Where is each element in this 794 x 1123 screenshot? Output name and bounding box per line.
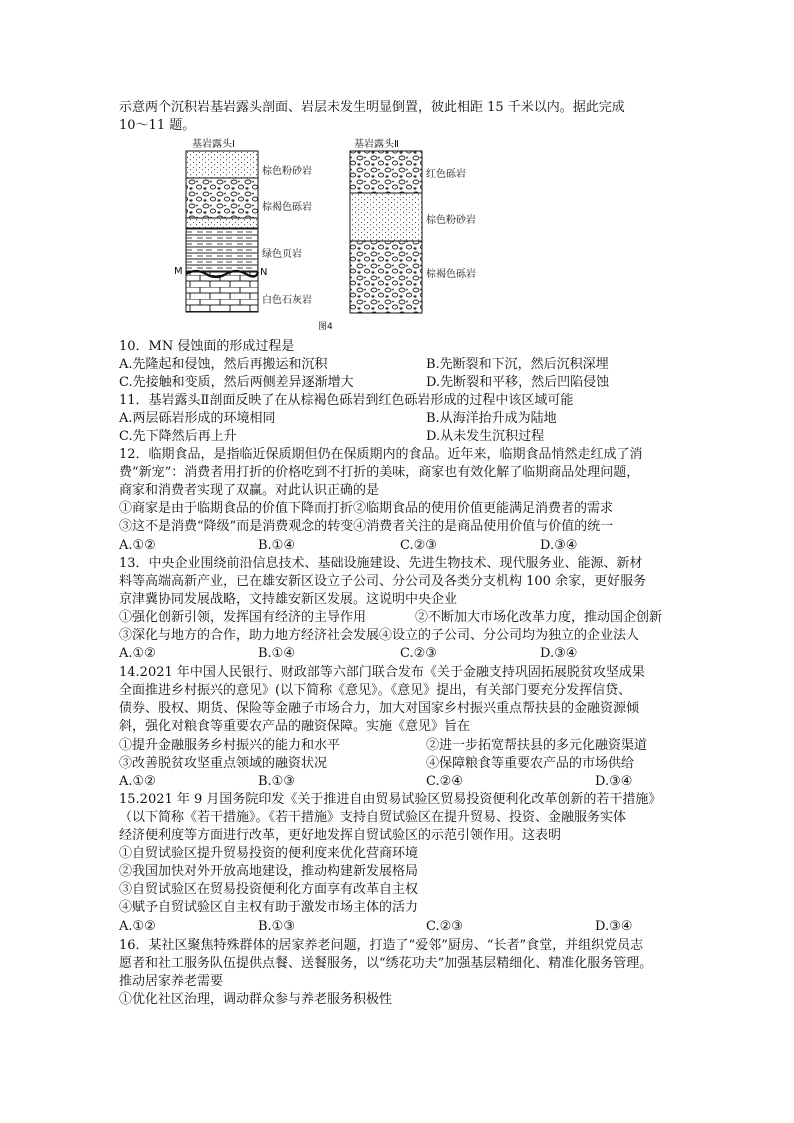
q15-line-3: 经济便利度等方面进行改革，更好地发挥自贸试验区的示范引领作用。这表明 <box>119 828 562 843</box>
q13-option-a: A.①② <box>119 646 156 661</box>
column-2 <box>350 151 422 313</box>
intro-line-2: 10～11 题。 <box>119 118 196 133</box>
col1-label-3: 绿色页岩 <box>262 249 302 260</box>
q14-option-a: A.①② <box>119 774 156 789</box>
q15-line-2: （以下简称《若干措施》。《若干措施》支持自贸试验区在提升贸易、投资、金融服务实体 <box>119 810 627 825</box>
q14-item-2: ②进一步拓宽帮扶县的多元化融资渠道 <box>426 738 648 753</box>
q14-item-1: ①提升金融服务乡村振兴的能力和水平 <box>119 738 341 753</box>
q15-option-c: C.②③ <box>426 919 463 934</box>
q14-line-2: 全面推进乡村振兴的意见》(以下简称《意见》。《意见》提出，有关部门要充分发挥信贷、 <box>119 683 632 698</box>
intro-line-1: 示意两个沉积岩基岩露头剖面、岩层未发生明显倒置，彼此相距 15 千米以内。据此完成 <box>119 100 625 115</box>
q13-line-2: 料等高端高新产业，已在雄安新区设立子公司、分公司及各类分支机构 100 余家，更好服务 <box>119 574 647 589</box>
col1-limestone <box>186 272 258 312</box>
q16-line-2: 愿者和社工服务队伍提供点餐、送餐服务，以“绣花功夫”加强基层精细化、精准化服务管理。 <box>119 956 653 971</box>
q13-option-d: D.③④ <box>540 646 578 661</box>
col1-siltstone <box>186 151 258 178</box>
col1-label-1: 棕色粉砂岩 <box>262 166 312 177</box>
q11-option-c: C.先下降然后再上升 <box>119 429 237 444</box>
q13-option-b: B.①④ <box>258 646 295 661</box>
q15-line-1: 15.2021 年 9 月国务院印发《关于推进自由贸易试验区贸易投资便利化改革创新的若干措施》 <box>119 792 662 807</box>
col2-red-conglomerate <box>350 151 422 193</box>
marker-n: N <box>260 267 268 278</box>
q15-option-b: B.①③ <box>258 919 295 934</box>
col2-title: 基岩露头Ⅱ <box>354 139 399 150</box>
q12-option-b: B.①④ <box>258 538 295 553</box>
col1-label-4: 白色石灰岩 <box>262 295 312 306</box>
q13-item-2: ②不断加大市场化改革力度，推动国企创新 <box>415 610 663 625</box>
q15-item-1: ①自贸试验区提升贸易投资的便利度来优化营商环境 <box>119 846 419 861</box>
q16-line-3: 推动居家养老需要 <box>119 974 224 989</box>
col2-siltstone <box>350 193 422 241</box>
q14-line-4: 斜，强化对粮食等重要农产品的融资保障。实施《意见》旨在 <box>119 719 471 734</box>
col1-shale <box>186 228 258 272</box>
col1-label-2: 棕褐色砾岩 <box>262 202 312 213</box>
figure-caption: 图4 <box>318 322 333 332</box>
q13-line-3: 京津冀协同发展战略，文持雄安新区发展。这说明中央企业 <box>119 592 458 607</box>
q12-items-1-2: ①商家是由于临期食品的价值下降而打折②临期食品的使用价值更能满足消费者的需求 <box>119 501 614 516</box>
q12-line-2: 费“新宠”：消费者用打折的价格吃到不打折的美味，商家也有效化解了临期商品处理问题， <box>119 465 640 480</box>
q16-line-1: 16．某社区聚焦特殊群体的居家养老问题，打造了“爱邻”厨房、“长者”食堂，并组织党员志 <box>119 938 644 953</box>
q13-line-1: 13．中央企业围绕前沿信息技术、基础设施建设、先进生物技术、现代服务业、能源、新材 <box>119 556 643 571</box>
q11-option-a: A.两层砾岩形成的环境相同 <box>119 411 276 426</box>
col2-label-2: 棕色粉砂岩 <box>426 215 476 226</box>
q14-item-3: ③改善脱贫攻坚重点领域的融资状况 <box>119 756 328 771</box>
q15-option-d: D.③④ <box>595 919 633 934</box>
q11-stem: 11．基岩露头Ⅱ剖面反映了在从棕褐色砾岩到红色砾岩形成的过程中该区域可能 <box>119 393 574 408</box>
q14-option-d: D.③④ <box>595 774 633 789</box>
q15-option-a: A.①② <box>119 919 156 934</box>
q12-option-d: D.③④ <box>540 538 578 553</box>
q15-item-2: ②我国加快对外开放高地建设，推动构建新发展格局 <box>119 864 419 879</box>
q12-option-a: A.①② <box>119 538 156 553</box>
q10-option-d: D.先断裂和平移，然后凹陷侵蚀 <box>426 375 610 390</box>
q12-line-1: 12．临期食品，是指临近保质期但仍在保质期内的食品。近年来，临期食品悄然走红成了消 <box>119 447 643 462</box>
q16-item-1: ①优化社区治理，调动群众参与养老服务积极性 <box>119 992 393 1007</box>
marker-m: M <box>174 266 183 277</box>
stratigraphic-figure <box>174 131 504 331</box>
col2-conglomerate <box>350 241 422 313</box>
q13-items-3-4: ③深化与地方的合作，助力地方经济社会发展④设立的子公司、分公司均为独立的企业法人 <box>119 628 640 643</box>
col1-title: 基岩露头Ⅰ <box>192 139 235 150</box>
q12-items-3-4: ③这不是消费“降级”而是消费观念的转变④消费者关注的是商品使用价值与价值的统一 <box>119 519 614 534</box>
q15-item-4: ④赋予自贸试验区自主权有助于激发市场主体的活力 <box>119 900 419 915</box>
col2-label-3: 棕褐色砾岩 <box>426 269 476 280</box>
q11-option-d: D.从未发生沉积过程 <box>426 429 545 444</box>
q14-option-c: C.②④ <box>426 774 463 789</box>
q10-option-c: C.先接触和变质，然后两侧差异逐渐增大 <box>119 375 354 390</box>
q14-line-1: 14.2021 年中国人民银行、财政部等六部门联合发布《关于金融支持巩固拓展脱贫攻坚成果 <box>119 665 645 680</box>
q10-option-b: B.先断裂和下沉，然后沉积深埋 <box>426 357 609 372</box>
q14-item-4: ④保障粮食等重要农产品的市场供给 <box>426 756 635 771</box>
q12-line-3: 商家和消费者实现了双赢。对此认识正确的是 <box>119 483 380 498</box>
q14-line-3: 债券、股权、期货、保险等金融子市场合力，加大对国家乡村振兴重点帮扶县的金融资源倾 <box>119 701 640 716</box>
q12-option-c: C.②③ <box>400 538 437 553</box>
q10-stem: 10．MN 侵蚀面的形成过程是 <box>119 339 295 354</box>
col2-label-1: 红色砾岩 <box>426 169 466 180</box>
q11-option-b: B.从海洋抬升成为陆地 <box>426 411 557 426</box>
q13-item-1: ①强化创新引领，发挥国有经济的主导作用 <box>119 610 367 625</box>
q14-option-b: B.①③ <box>258 774 295 789</box>
rock-columns-diagram <box>174 131 504 331</box>
q10-option-a: A.先隆起和侵蚀，然后再搬运和沉积 <box>119 357 328 372</box>
column-1 <box>186 151 258 312</box>
q13-option-c: C.②③ <box>400 646 437 661</box>
col1-conglomerate <box>186 178 258 218</box>
q15-item-3: ③自贸试验区在贸易投资便利化方面享有改革自主权 <box>119 882 419 897</box>
